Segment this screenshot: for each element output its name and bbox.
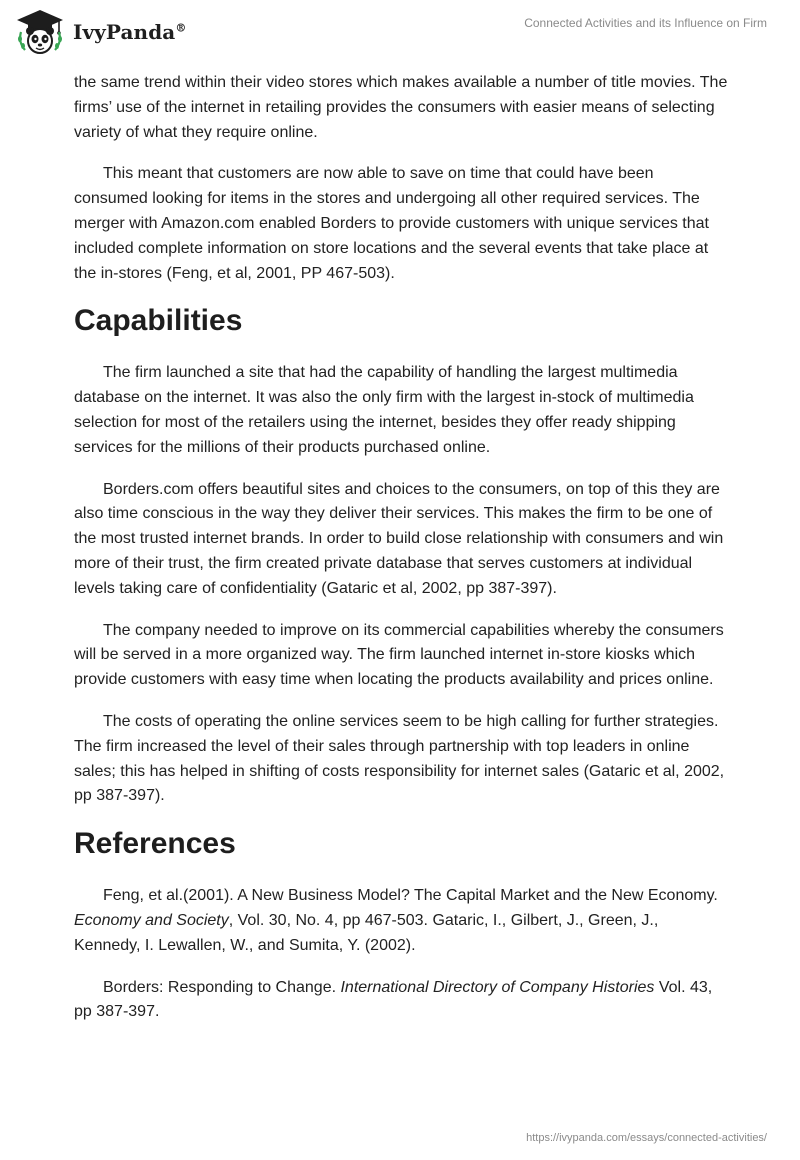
reference-text: Vol. 43, pp 387-397. (74, 978, 713, 1021)
panda-graduation-cap-icon (15, 8, 65, 56)
essay-content (74, 71, 728, 1042)
reference-text: Feng, et al.(2001). A New Business Model? The Capital Market and the New Economy. (103, 887, 718, 905)
reference-entry (74, 976, 728, 1026)
reference-source-title: Economy and Society (74, 911, 229, 929)
reference-text: , Vol. 30, No. 4, pp 467-503. Gataric, I., Gilbert, J., Green, J., Kennedy, I. Lewallen, W., and Sumita, Y. (2002). (74, 911, 659, 954)
paragraph: This meant that customers are now able to save on time that could have been consumed looking for items in the stores and undergoing all other required services. The merger with Amazon.com enabled Borders to provide customers with unique services that included complete information on store locations and the several events that take place at the in-stores (Feng, et al, 2001, PP 467-503). (74, 165, 709, 282)
registered-mark: ® (175, 21, 187, 35)
paragraph: the same trend within their video stores which makes available a number of title movies. The firms’ use of the internet in retailing provides the consumers with easier means of selecting variety of what they require online. (74, 74, 728, 141)
page-header (0, 0, 800, 66)
paragraph: The costs of operating the online services seem to be high calling for further strategies. The firm increased the level of their sales through partnership with top leaders in online sales; this has helped in shifting of costs responsibility for internet sales (Gataric et al, 2002, pp 387-397). (74, 712, 725, 805)
paragraph: Borders.com offers beautiful sites and choices to the consumers, on top of this they are also time conscious in the way they deliver their services. This makes the firm to be one of the most trusted internet brands. In order to build close relationship with consumers and win more of their trust, the firm created private database that serves customers at individual levels taking care of confidentiality (Gataric et al, 2002, pp 387-397). (74, 480, 724, 597)
section-heading-references: References (74, 827, 236, 861)
reference-text: Borders: Responding to Change. (103, 978, 341, 996)
footer-url[interactable]: https://ivypanda.com/essays/connected-activities/ (526, 1132, 767, 1144)
section-heading-capabilities: Capabilities (74, 304, 243, 338)
paragraph: The firm launched a site that had the capability of handling the largest multimedia database on the internet. It was also the only firm with the largest in-stock of multimedia selection for most of the retailers using the internet, besides they offer ready shipping services for the millions of their products purchased online. (74, 364, 694, 456)
running-title: Connected Activities and its Influence on Firm (524, 16, 767, 30)
logo-wordmark (73, 20, 186, 44)
reference-source-title: International Directory of Company Histories (340, 978, 655, 996)
reference-entry (74, 884, 728, 958)
ivypanda-logo[interactable] (15, 8, 186, 56)
logo-text: IvyPanda (73, 20, 176, 44)
paragraph: The company needed to improve on its commercial capabilities whereby the consumers will be served in a more organized way. The firm launched internet in-store kiosks which provide customers with easy time when locating the products availability and prices online. (74, 621, 724, 689)
